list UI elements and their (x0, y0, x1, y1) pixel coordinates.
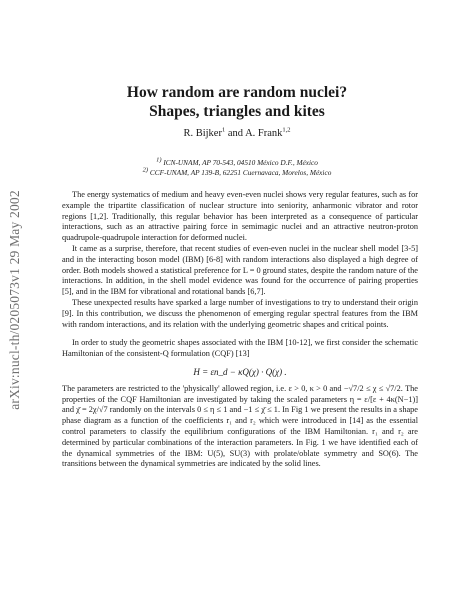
paper-title (40, 83, 434, 121)
paragraph-3: These unexpected results have sparked a large number of investigations to try to understand their origin [9]. In this contribution, we discuss the phenomenon of emerging regular spectral features from the IBM with random interactions, and its relation with the underlying geometric shapes and critical points. (62, 297, 418, 329)
affiliation-2 (40, 168, 434, 178)
author-connector: and (225, 128, 246, 139)
affiliations (40, 158, 434, 178)
paragraph-4: In order to study the geometric shapes associated with the IBM [10-12], we first consider the schematic Hamiltonian of the consistent-Q formulation (CQF) [13] (62, 338, 418, 359)
title-line-1: How random are random nuclei? (126, 84, 348, 101)
author-1-affil-mark: 1 (221, 126, 226, 134)
paragraph-1: The energy systematics of medium and heavy even-even nuclei shows very regular features, such as for example the tripartite classification of nuclear structure into seniority, anharmonic vibrator and rotor regions [1,2]. Traditionally, this regular behavior has been interpreted as a consequence of particular interactions, such as an attractive pairing force in semimagic nuclei and an attractive neutron-proton quadrupole-quadrupole interaction for deformed nuclei. (62, 190, 418, 243)
hamiltonian-equation: H = εn_d − κQ(χ) · Q(χ) . (193, 366, 287, 377)
paragraph-2: It came as a surprise, therefore, that recent studies of even-even nuclei in the nuclear shell model [3-5] and in the interacting boson model (IBM) [6-8] with random interactions also displayed a high degree of order. Both models showed a statistical preference for L = 0 ground states, despite the random nature of the interactions. In addition, in the shell model evidence was found for the occurrence of pairing properties [5], and in the IBM for vibrational and rotational bands [6,7]. (62, 243, 418, 297)
body-text (62, 190, 418, 470)
author-list (40, 128, 434, 139)
affiliation-1-text: ICN-UNAM, AP 70-543, 04510 México D.F., México (163, 158, 318, 167)
affiliation-1-mark: 1) (156, 156, 162, 164)
paragraph-5: The parameters are restricted to the 'physically' allowed region, i.e. ε > 0, κ > 0 and −√7/2 ≤ χ ≤ √7/2. The properties of the CQF Hamiltonian are investigated by taking the scaled parameters η = ε/[ε + 4κ(N−1)] and χ̄ = 2χ/√7 randomly on the intervals 0 ≤ η ≤ 1 and −1 ≤ χ̄ ≤ 1. In Fig 1 we present the results in a shape phase diagram as a function of the coefficients r₁ and r₂ which were introduced in [14] as the essential control parameters to classify the equilibrium configurations of the IBM Hamiltonian. r₁ and r₂ are determined by particular combinations of the interaction parameters. In Fig. 1 we have identified each of the dynamical symmetries of the IBM: U(5), SU(3) with prolate/oblate symmetry and SO(6). The transitions between the dynamical symmetries are indicated by the solid lines. (62, 383, 418, 469)
author-2-affil-mark: 1,2 (282, 126, 291, 134)
arxiv-identifier: arXiv:nucl-th/0205073v1 29 May 2002 (7, 190, 22, 410)
author-2: A. Frank (245, 128, 283, 139)
arxiv-side-stamp (0, 150, 30, 450)
affiliation-2-mark: 2) (142, 166, 149, 174)
affiliation-1 (40, 158, 434, 168)
author-1: R. Bijker (183, 128, 222, 139)
title-line-2: Shapes, triangles and kites (149, 103, 325, 120)
affiliation-2-text: CCF-UNAM, AP 139-B, 62251 Cuernavaca, Morelos, México (149, 168, 332, 177)
